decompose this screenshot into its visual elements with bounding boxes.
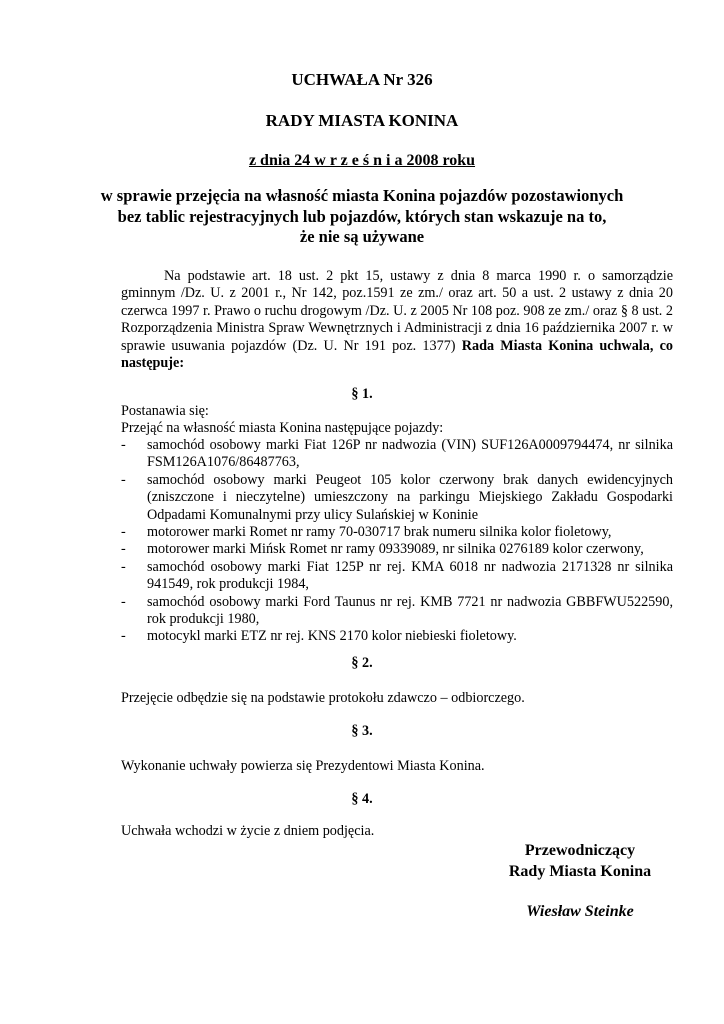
section-4-text: Uchwała wchodzi w życie z dniem podjęcia. [121,823,375,839]
list-dash: - [121,628,126,645]
resolution-subject [0,186,724,248]
resolution-title: UCHWAŁA Nr 326 [291,70,433,89]
vehicle-text: motorower marki Romet nr ramy 70-030717 brak numeru silnika kolor fioletowy, [147,524,612,541]
list-dash: - [121,437,126,453]
list-dash: - [121,541,126,558]
section-1-line-2: Przejąć na własność miasta Konina następujące pojazdy: [121,420,444,436]
subject-line-2: bez tablic rejestracyjnych lub pojazdów, których stan wskazuje na to, [117,206,607,226]
section-2-text: Przejęcie odbędzie się na podstawie protokołu zdawczo – odbiorczego. [121,690,525,706]
vehicle-text: motocykl marki ETZ nr rej. KNS 2170 kolor niebieski fioletowy. [147,628,517,645]
list-item [121,559,673,594]
vehicle-text: samochód osobowy marki Fiat 126P nr nadwozia (VIN) SUF126A0009794474, nr silnika FSM126A1076/86487763, [147,437,673,471]
list-dash: - [121,471,126,488]
resolution-date [0,151,724,170]
vehicle-list [121,437,673,646]
list-item [121,524,673,541]
signature-name: Wiesław Steinke [526,903,634,920]
section-3-text: Wykonanie uchwały powierza się Prezydentowi Miasta Konina. [121,758,485,774]
list-item [121,594,673,629]
subject-line-1: w sprawie przejęcia na własność miasta Konina pojazdów pozostawionych [100,186,624,205]
legal-basis-text: Na podstawie art. 18 ust. 2 pkt 15, ustawy z dnia 8 marca 1990 r. o samorządzie gminnym /Dz. U. z 2001 r., Nr 142, poz.1591 ze zm./ oraz art. 50 a ust. 2 ustawy z dnia 20 czerwca 1997 r. Prawo o ruchu drogowym /Dz. U. z 2005 Nr 108 poz. 908 ze zm./ oraz § 8 ust. 2 Rozporządzenia Ministra Spraw Wewnętrznych i Administracji z dnia 16 października 2007 r. w sprawie usuwania pojazdów (Dz. U. Nr 191 poz. 1377) [121,268,673,354]
list-item [121,628,673,645]
vehicle-text: samochód osobowy marki Fiat 125P nr rej. KMA 6018 nr nadwozia 2171328 nr silnika 941549, rok produkcji 1984, [147,558,673,593]
subject-line-3: że nie są używane [299,227,425,246]
legal-basis-paragraph [121,268,673,372]
vehicle-text: samochód osobowy marki Peugeot 105 kolor czerwony brak danych ewidencyjnych (zniszczone i nieczytelne) umieszczony na parkingu Miejskiego Zakładu Gospodarki Odpadami Komunalnymi przy ulicy Sulańskiej w Koninie [147,471,673,523]
vehicle-text: samochód osobowy marki Ford Taunus nr rej. KMB 7721 nr nadwozia GBBFWU522590, rok produkcji 1980, [147,593,673,628]
section-2-mark: § 2. [351,655,373,671]
council-name: RADY MIASTA KONINA [265,111,459,130]
list-item [121,541,673,558]
list-dash: - [121,593,126,610]
list-dash: - [121,524,126,541]
section-3-mark: § 3. [351,723,373,739]
section-1-line-1: Postanawia się: [121,403,209,419]
resolution-date-text: z dnia 24 w r z e ś n i a 2008 roku [248,152,476,169]
vehicle-text: motorower marki Mińsk Romet nr ramy 09339089, nr silnika 0276189 kolor czerwony, [147,541,644,558]
signature-role: Przewodniczący [524,842,636,859]
list-item [121,472,673,524]
signature-council: Rady Miasta Konina [508,863,652,880]
section-4-mark: § 4. [351,791,373,807]
section-1-mark: § 1. [351,386,373,402]
enacting-clause: Rada Miasta Konina uchwala, co następuje: [121,337,673,372]
list-dash: - [121,558,126,575]
list-item [121,437,673,472]
